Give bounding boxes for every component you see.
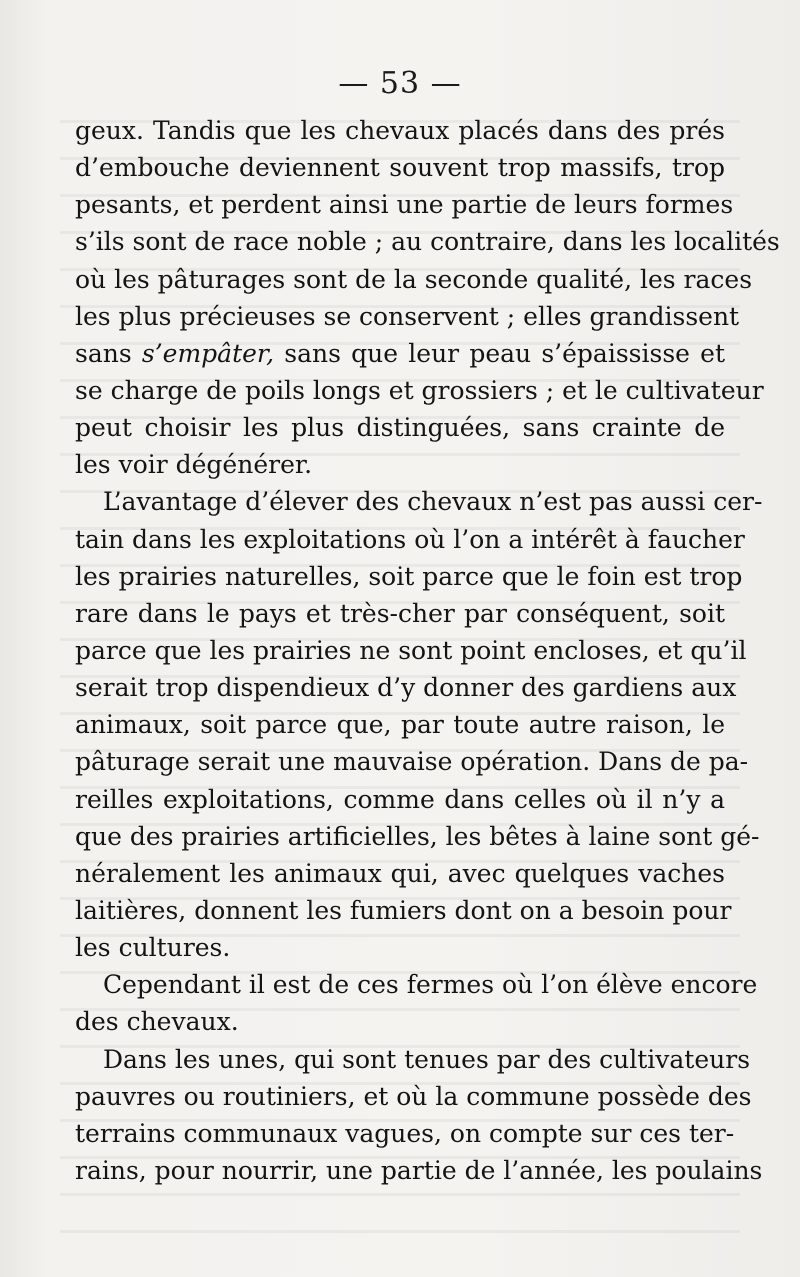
text-fragment: sans que leur peau s’épaississe et [284, 338, 725, 368]
text-line: se charge de poils longs et grossiers ; et le cultivateur [75, 375, 764, 405]
text-line: peut choisir les plus distinguées, sans crainte de [75, 413, 725, 443]
paragraph-4 [75, 1041, 763, 1190]
text-line: Dans les unes, qui sont tenues par des cultivateurs [103, 1044, 751, 1074]
text-line-with-emphasis [75, 335, 725, 372]
page-number-header: — 53 — [338, 66, 462, 101]
text-line: terrains communaux vagues, on compte sur ces ter- [75, 1118, 735, 1148]
text-line: les prairies naturelles, soit parce que le foin est trop [75, 561, 743, 591]
text-line: s’ils sont de race noble ; au contraire, dans les localités [75, 227, 780, 257]
text-line: les plus précieuses se conservent ; elles grandissent [75, 301, 740, 331]
text-line: rains, pour nourrir, une partie de l’année, les poulains [75, 1155, 763, 1185]
text-line: d’embouche deviennent souvent trop massifs, trop [75, 153, 725, 183]
text-line: néralement les animaux qui, avec quelques vaches [75, 858, 725, 888]
text-line: pâturage serait une mauvaise opération. Dans de pa- [75, 747, 749, 777]
text-line: serait trop dispendieux d’y donner des gardiens aux [75, 673, 737, 703]
text-line: pauvres ou routiniers, et où la commune possède des [75, 1081, 752, 1111]
text-line: geux. Tandis que les chevaux placés dans des prés [75, 116, 725, 145]
text-line: pesants, et perdent ainsi une partie de leurs formes [75, 190, 734, 220]
text-line: que des prairies artificielles, les bêtes à laine sont gé- [75, 821, 760, 851]
text-line: les cultures. [75, 933, 231, 963]
body-text [75, 112, 780, 1189]
paragraph-2 [75, 483, 763, 966]
text-line: animaux, soit parce que, par toute autre raison, le [75, 710, 725, 740]
italic-word: s’empâter, [141, 338, 275, 368]
text-line: les voir dégénérer. [75, 450, 313, 480]
text-line: reilles exploitations, comme dans celles où il n’y a [75, 784, 725, 814]
paragraph-1 [75, 112, 780, 483]
text-line: Cependant il est de ces fermes où l’on élève encore [103, 970, 758, 1000]
text-line: L’avantage d’élever des chevaux n’est pas aussi cer- [103, 487, 763, 517]
text-fragment: sans [75, 338, 132, 368]
text-line: laitières, donnent les fumiers dont on a besoin pour [75, 895, 732, 925]
text-line: où les pâturages sont de la seconde qualité, les races [75, 264, 753, 294]
text-line: des chevaux. [75, 1007, 239, 1037]
text-line: rare dans le pays et très-cher par conséquent, soit [75, 598, 725, 628]
paragraph-3 [75, 966, 758, 1040]
text-line: tain dans les exploitations où l’on a intérêt à faucher [75, 524, 745, 554]
text-line: parce que les prairies ne sont point encloses, et qu’il [75, 635, 747, 665]
